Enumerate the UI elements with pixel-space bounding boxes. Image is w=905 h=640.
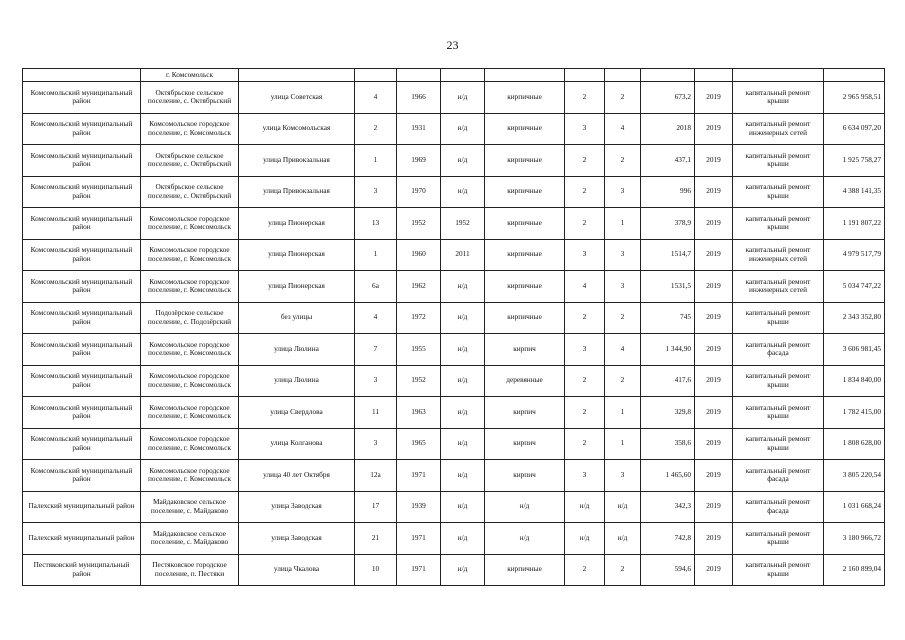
cell-year: 2019 xyxy=(695,334,733,366)
cell-district: Комсомольский муниципальный район xyxy=(23,82,141,114)
cell-entrances xyxy=(605,69,641,82)
cell-year-built: 1966 xyxy=(397,82,441,114)
cell-year-built: 1952 xyxy=(397,365,441,397)
cell-district: Комсомольский муниципальный район xyxy=(23,113,141,145)
cell-floors: 2 xyxy=(565,82,605,114)
cell-floors: 2 xyxy=(565,365,605,397)
cell-settlement: Комсомольское городское поселение, г. Комсомольск xyxy=(141,428,239,460)
page-number: 23 xyxy=(446,38,459,52)
table-row xyxy=(23,271,885,303)
cell-year: 2019 xyxy=(695,428,733,460)
table-row xyxy=(23,82,885,114)
table-row xyxy=(23,239,885,271)
cell-work-type: капитальный ремонт крыши xyxy=(733,554,824,586)
cell-settlement: Октябрьское сельское поселение, с. Октябрьский xyxy=(141,82,239,114)
cell-year-built: 1971 xyxy=(397,554,441,586)
cell-year-built: 1955 xyxy=(397,334,441,366)
cell-year: 2019 xyxy=(695,176,733,208)
building-registry-table xyxy=(22,68,885,586)
cell-year-overhaul: 1952 xyxy=(441,208,485,240)
cell-district: Комсомольский муниципальный район xyxy=(23,145,141,177)
cell-year: 2019 xyxy=(695,302,733,334)
cell-year: 2019 xyxy=(695,397,733,429)
cell-cost: 1 782 415,00 xyxy=(824,397,885,429)
cell-district xyxy=(23,69,141,82)
cell-year: 2019 xyxy=(695,365,733,397)
cell-year-overhaul: н/д xyxy=(441,271,485,303)
cell-area: 745 xyxy=(641,302,695,334)
cell-house: 3 xyxy=(355,176,397,208)
cell-year-built: 1972 xyxy=(397,302,441,334)
cell-year-overhaul: н/д xyxy=(441,397,485,429)
cell-cost: 3 180 966,72 xyxy=(824,523,885,555)
cell-cost: 1 808 628,00 xyxy=(824,428,885,460)
cell-floors: 2 xyxy=(565,428,605,460)
cell-year-built: 1963 xyxy=(397,397,441,429)
cell-settlement: Комсомольское городское поселение, г. Комсомольск xyxy=(141,460,239,492)
table-row xyxy=(23,460,885,492)
cell-street: улица 40 лет Октября xyxy=(239,460,355,492)
cell-area: 996 xyxy=(641,176,695,208)
cell-year-overhaul: н/д xyxy=(441,554,485,586)
cell-wall-material: кирпичные xyxy=(485,302,565,334)
cell-entrances: 4 xyxy=(605,334,641,366)
cell-wall-material xyxy=(485,69,565,82)
cell-year-built: 1960 xyxy=(397,239,441,271)
cell-street: улица Заводская xyxy=(239,523,355,555)
cell-district: Комсомольский муниципальный район xyxy=(23,302,141,334)
table-row xyxy=(23,302,885,334)
cell-entrances: н/д xyxy=(605,523,641,555)
cell-year-overhaul: н/д xyxy=(441,491,485,523)
cell-area: 1 344,90 xyxy=(641,334,695,366)
cell-cost: 3 606 981,45 xyxy=(824,334,885,366)
cell-area: 1 465,60 xyxy=(641,460,695,492)
cell-year: 2019 xyxy=(695,239,733,271)
cell-work-type xyxy=(733,69,824,82)
cell-work-type: капитальный ремонт крыши xyxy=(733,145,824,177)
cell-district: Комсомольский муниципальный район xyxy=(23,365,141,397)
cell-entrances: 2 xyxy=(605,145,641,177)
cell-street: улица Привокзальная xyxy=(239,176,355,208)
table-row xyxy=(23,113,885,145)
table-row xyxy=(23,428,885,460)
cell-year: 2019 xyxy=(695,113,733,145)
cell-year-built: 1931 xyxy=(397,113,441,145)
cell-area: 1531,5 xyxy=(641,271,695,303)
cell-house: 13 xyxy=(355,208,397,240)
cell-house: 4 xyxy=(355,302,397,334)
cell-area: 342,3 xyxy=(641,491,695,523)
cell-year-overhaul: н/д xyxy=(441,176,485,208)
cell-district: Комсомольский муниципальный район xyxy=(23,334,141,366)
cell-floors: 2 xyxy=(565,145,605,177)
cell-work-type: капитальный ремонт инженерных сетей xyxy=(733,271,824,303)
cell-street: улица Пионерская xyxy=(239,239,355,271)
cell-house: 12а xyxy=(355,460,397,492)
cell-entrances: 2 xyxy=(605,82,641,114)
cell-entrances: 1 xyxy=(605,397,641,429)
cell-work-type: капитальный ремонт крыши xyxy=(733,523,824,555)
cell-work-type: капитальный ремонт крыши xyxy=(733,176,824,208)
cell-wall-material: н/д xyxy=(485,523,565,555)
cell-house: 21 xyxy=(355,523,397,555)
cell-area: 673,2 xyxy=(641,82,695,114)
cell-cost: 4 388 141,35 xyxy=(824,176,885,208)
cell-district: Комсомольский муниципальный район xyxy=(23,176,141,208)
cell-wall-material: кирпич xyxy=(485,460,565,492)
cell-district: Палехский муниципальный район xyxy=(23,523,141,555)
cell-cost: 4 979 517,79 xyxy=(824,239,885,271)
cell-settlement: Октябрьское сельское поселение, с. Октябрьский xyxy=(141,176,239,208)
cell-settlement: Комсомольское городское поселение, г. Комсомольск xyxy=(141,239,239,271)
cell-floors: 3 xyxy=(565,239,605,271)
cell-year: 2019 xyxy=(695,491,733,523)
cell-wall-material: кирпичные xyxy=(485,554,565,586)
cell-year-overhaul: н/д xyxy=(441,428,485,460)
cell-cost: 6 634 097,20 xyxy=(824,113,885,145)
cell-wall-material: кирпич xyxy=(485,428,565,460)
cell-district: Комсомольский муниципальный район xyxy=(23,397,141,429)
cell-floors: 2 xyxy=(565,397,605,429)
cell-entrances: н/д xyxy=(605,491,641,523)
cell-year-built: 1969 xyxy=(397,145,441,177)
cell-year-built: 1970 xyxy=(397,176,441,208)
cell-house: 3 xyxy=(355,428,397,460)
cell-entrances: 2 xyxy=(605,365,641,397)
cell-year-overhaul: н/д xyxy=(441,145,485,177)
cell-wall-material: кирпичные xyxy=(485,145,565,177)
cell-entrances: 3 xyxy=(605,460,641,492)
cell-street xyxy=(239,69,355,82)
cell-year-overhaul: н/д xyxy=(441,460,485,492)
cell-work-type: капитальный ремонт крыши xyxy=(733,397,824,429)
cell-house: 7 xyxy=(355,334,397,366)
cell-year-overhaul: 2011 xyxy=(441,239,485,271)
table-row xyxy=(23,523,885,555)
cell-area: 378,9 xyxy=(641,208,695,240)
cell-floors: 3 xyxy=(565,334,605,366)
cell-year-built: 1965 xyxy=(397,428,441,460)
cell-work-type: капитальный ремонт крыши xyxy=(733,428,824,460)
cell-settlement: Комсомольское городское поселение, г. Комсомольск xyxy=(141,208,239,240)
cell-settlement: Комсомольское городское поселение, г. Комсомольск xyxy=(141,113,239,145)
cell-settlement: Майдаковское сельское поселение, с. Майдаково xyxy=(141,523,239,555)
cell-entrances: 4 xyxy=(605,113,641,145)
cell-work-type: капитальный ремонт крыши xyxy=(733,82,824,114)
cell-floors: 3 xyxy=(565,460,605,492)
cell-work-type: капитальный ремонт крыши xyxy=(733,365,824,397)
cell-street: улица Колганова xyxy=(239,428,355,460)
table-row xyxy=(23,176,885,208)
cell-district: Комсомольский муниципальный район xyxy=(23,428,141,460)
cell-year-built: 1952 xyxy=(397,208,441,240)
cell-year-overhaul xyxy=(441,69,485,82)
cell-year-built: 1939 xyxy=(397,491,441,523)
cell-floors: н/д xyxy=(565,523,605,555)
cell-year-overhaul: н/д xyxy=(441,523,485,555)
cell-street: улица Пионерская xyxy=(239,208,355,240)
cell-area: 2018 xyxy=(641,113,695,145)
table-row xyxy=(23,334,885,366)
cell-cost: 2 160 899,04 xyxy=(824,554,885,586)
table-row xyxy=(23,145,885,177)
cell-wall-material: н/д xyxy=(485,491,565,523)
cell-area: 329,8 xyxy=(641,397,695,429)
cell-cost: 2 343 352,80 xyxy=(824,302,885,334)
cell-house xyxy=(355,69,397,82)
cell-area xyxy=(641,69,695,82)
cell-entrances: 3 xyxy=(605,271,641,303)
cell-year-built: 1971 xyxy=(397,460,441,492)
cell-wall-material: кирпич xyxy=(485,334,565,366)
cell-street: улица Заводская xyxy=(239,491,355,523)
cell-year: 2019 xyxy=(695,82,733,114)
cell-work-type: капитальный ремонт крыши xyxy=(733,208,824,240)
cell-year xyxy=(695,69,733,82)
cell-wall-material: кирпичные xyxy=(485,239,565,271)
cell-house: 17 xyxy=(355,491,397,523)
cell-work-type: капитальный ремонт фасада xyxy=(733,334,824,366)
cell-house: 6а xyxy=(355,271,397,303)
cell-wall-material: кирпичные xyxy=(485,208,565,240)
cell-year: 2019 xyxy=(695,208,733,240)
cell-cost: 2 965 958,51 xyxy=(824,82,885,114)
cell-district: Пестяковский муниципальный район xyxy=(23,554,141,586)
cell-street: улица Пионерская xyxy=(239,271,355,303)
cell-settlement: Пестяковское городское поселение, п. Пестяки xyxy=(141,554,239,586)
cell-year-overhaul: н/д xyxy=(441,82,485,114)
cell-street: улица Люлина xyxy=(239,365,355,397)
cell-settlement: Комсомольское городское поселение, г. Комсомольск xyxy=(141,334,239,366)
cell-cost: 5 034 747,22 xyxy=(824,271,885,303)
cell-cost: 1 834 840,00 xyxy=(824,365,885,397)
cell-area: 358,6 xyxy=(641,428,695,460)
cell-settlement: Комсомольское городское поселение, г. Комсомольск xyxy=(141,397,239,429)
cell-district: Комсомольский муниципальный район xyxy=(23,271,141,303)
cell-wall-material: кирпичные xyxy=(485,82,565,114)
cell-house: 10 xyxy=(355,554,397,586)
cell-year-overhaul: н/д xyxy=(441,334,485,366)
cell-settlement: Октябрьское сельское поселение, с. Октябрьский xyxy=(141,145,239,177)
cell-wall-material: деревянные xyxy=(485,365,565,397)
cell-entrances: 3 xyxy=(605,239,641,271)
cell-floors: 4 xyxy=(565,271,605,303)
cell-year: 2019 xyxy=(695,523,733,555)
table-row xyxy=(23,397,885,429)
table-row xyxy=(23,69,885,82)
cell-wall-material: кирпич xyxy=(485,397,565,429)
cell-area: 417,6 xyxy=(641,365,695,397)
cell-street: улица Свердлова xyxy=(239,397,355,429)
cell-floors: 3 xyxy=(565,113,605,145)
cell-work-type: капитальный ремонт фасада xyxy=(733,460,824,492)
cell-street: улица Комсомольская xyxy=(239,113,355,145)
cell-cost: 1 191 807,22 xyxy=(824,208,885,240)
cell-year-overhaul: н/д xyxy=(441,113,485,145)
cell-district: Палехский муниципальный район xyxy=(23,491,141,523)
table-row xyxy=(23,208,885,240)
cell-house: 4 xyxy=(355,82,397,114)
cell-work-type: капитальный ремонт инженерных сетей xyxy=(733,239,824,271)
cell-house: 1 xyxy=(355,239,397,271)
cell-wall-material: кирпичные xyxy=(485,271,565,303)
cell-street: улица Чкалова xyxy=(239,554,355,586)
cell-entrances: 1 xyxy=(605,208,641,240)
cell-work-type: капитальный ремонт инженерных сетей xyxy=(733,113,824,145)
cell-street: без улицы xyxy=(239,302,355,334)
cell-year: 2019 xyxy=(695,554,733,586)
cell-district: Комсомольский муниципальный район xyxy=(23,239,141,271)
cell-area: 437,1 xyxy=(641,145,695,177)
cell-floors: 2 xyxy=(565,302,605,334)
cell-year: 2019 xyxy=(695,460,733,492)
table-row xyxy=(23,554,885,586)
cell-wall-material: кирпичные xyxy=(485,113,565,145)
cell-street: улица Люлина xyxy=(239,334,355,366)
cell-house: 2 xyxy=(355,113,397,145)
cell-settlement: Подозёрское сельское поселение, с. Подозёрский xyxy=(141,302,239,334)
cell-year: 2019 xyxy=(695,145,733,177)
cell-street: улица Советская xyxy=(239,82,355,114)
cell-house: 1 xyxy=(355,145,397,177)
cell-entrances: 2 xyxy=(605,302,641,334)
cell-street: улица Привокзальная xyxy=(239,145,355,177)
cell-cost: 3 805 220,54 xyxy=(824,460,885,492)
cell-year-built: 1971 xyxy=(397,523,441,555)
cell-work-type: капитальный ремонт фасада xyxy=(733,491,824,523)
cell-floors: 2 xyxy=(565,176,605,208)
cell-year-built: 1962 xyxy=(397,271,441,303)
cell-year-overhaul: н/д xyxy=(441,365,485,397)
cell-cost xyxy=(824,69,885,82)
cell-cost: 1 031 668,24 xyxy=(824,491,885,523)
cell-year: 2019 xyxy=(695,271,733,303)
cell-wall-material: кирпичные xyxy=(485,176,565,208)
cell-district: Комсомольский муниципальный район xyxy=(23,460,141,492)
cell-settlement: Комсомольское городское поселение, г. Комсомольск xyxy=(141,365,239,397)
cell-floors: н/д xyxy=(565,491,605,523)
cell-house: 11 xyxy=(355,397,397,429)
cell-cost: 1 925 758,27 xyxy=(824,145,885,177)
cell-floors: 2 xyxy=(565,554,605,586)
cell-area: 594,6 xyxy=(641,554,695,586)
cell-entrances: 3 xyxy=(605,176,641,208)
cell-work-type: капитальный ремонт крыши xyxy=(733,302,824,334)
cell-area: 742,8 xyxy=(641,523,695,555)
cell-entrances: 1 xyxy=(605,428,641,460)
cell-year-built xyxy=(397,69,441,82)
cell-settlement: Майдаковское сельское поселение, с. Майдаково xyxy=(141,491,239,523)
cell-district: Комсомольский муниципальный район xyxy=(23,208,141,240)
table-row xyxy=(23,365,885,397)
cell-floors: 2 xyxy=(565,208,605,240)
cell-area: 1514,7 xyxy=(641,239,695,271)
cell-entrances: 2 xyxy=(605,554,641,586)
cell-settlement: Комсомольское городское поселение, г. Комсомольск xyxy=(141,271,239,303)
cell-house: 3 xyxy=(355,365,397,397)
table-row xyxy=(23,491,885,523)
cell-settlement: г. Комсомольск xyxy=(141,69,239,82)
cell-floors xyxy=(565,69,605,82)
cell-year-overhaul: н/д xyxy=(441,302,485,334)
